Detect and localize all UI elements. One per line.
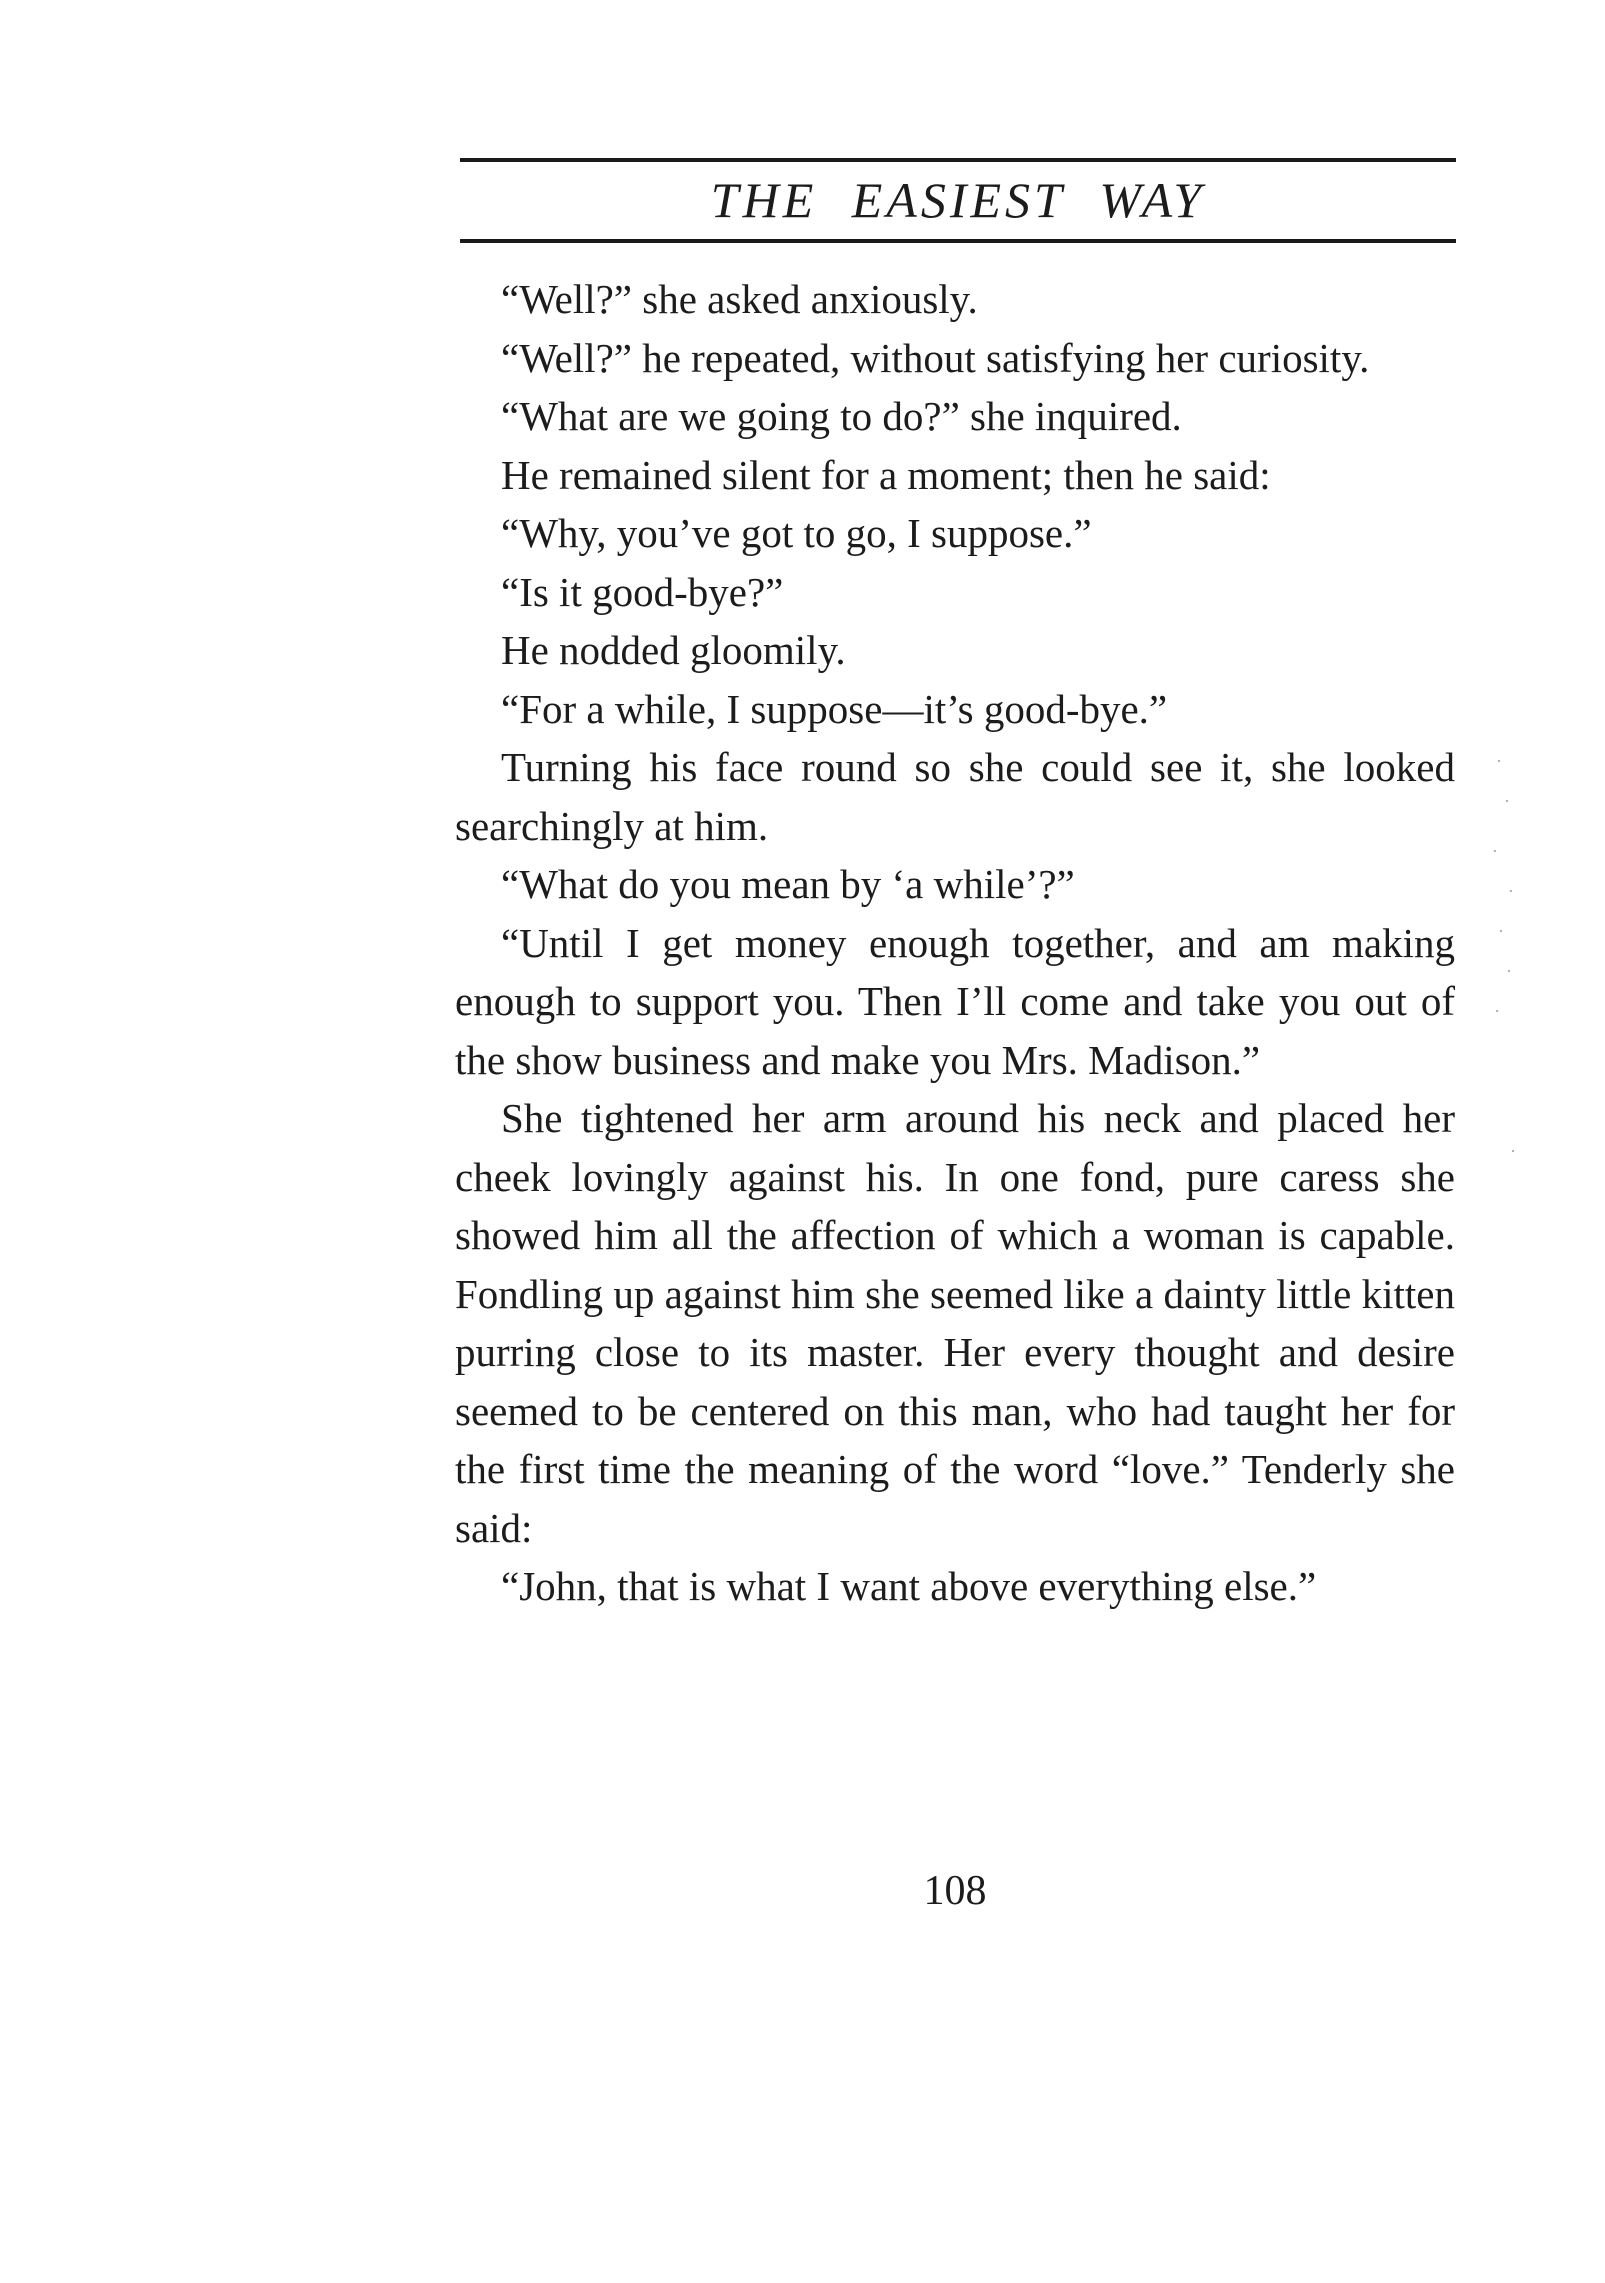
paragraph: “Until I get money enough together, and am making enough to support you. Then I’ll come and take you out of the show business and make you Mrs. Madison.” (455, 919, 1455, 1083)
scan-speck (1494, 850, 1496, 852)
paragraph: “Is it good-bye?” (501, 568, 784, 615)
scan-speck (1496, 1010, 1498, 1012)
paragraph: He remained silent for a moment; then he said: (501, 451, 1271, 498)
paragraph: “Why, you’ve got to go, I suppose.” (501, 510, 1092, 556)
paragraph: He nodded gloomily. (501, 627, 846, 673)
paragraph: “John, that is what I want above everything else.” (501, 1563, 1317, 1609)
paragraph: She tightened her arm around his neck and placed her cheek lovingly against his. In one fond, pure caress she showed him all the affection of which a woman is capable. Fondling up against him she seemed like a dainty little kitten purring close to its master. Her every thought and desire seemed to be centered on this man, who had taught her for the first time the meaning of the word “love.” Tenderly she said: (455, 1095, 1455, 1551)
scan-speck (1498, 760, 1500, 762)
paragraph: “Well?” he repeated, without satisfying her curiosity. (501, 334, 1370, 381)
paragraph: “What do you mean by ‘a while’?” (501, 861, 1075, 907)
scan-speck (1506, 800, 1508, 802)
body-text (455, 270, 1455, 1616)
scan-speck (1500, 930, 1502, 932)
header-rule-bottom (460, 239, 1456, 243)
running-head: THE EASIEST WAY (710, 172, 1206, 228)
scan-speck (1510, 890, 1512, 892)
paragraph: “Well?” she asked anxiously. (501, 276, 978, 322)
page-number: 108 (923, 1868, 987, 1914)
header-rule-top (460, 158, 1456, 162)
scan-speck (1512, 1150, 1514, 1152)
paragraph: Turning his face round so she could see it, she looked searchingly at him. (455, 744, 1455, 849)
paragraph: “For a while, I suppose—it’s good-bye.” (501, 685, 1168, 732)
scan-speck (1508, 970, 1510, 972)
paragraph: “What are we going to do?” she inquired. (501, 393, 1182, 439)
